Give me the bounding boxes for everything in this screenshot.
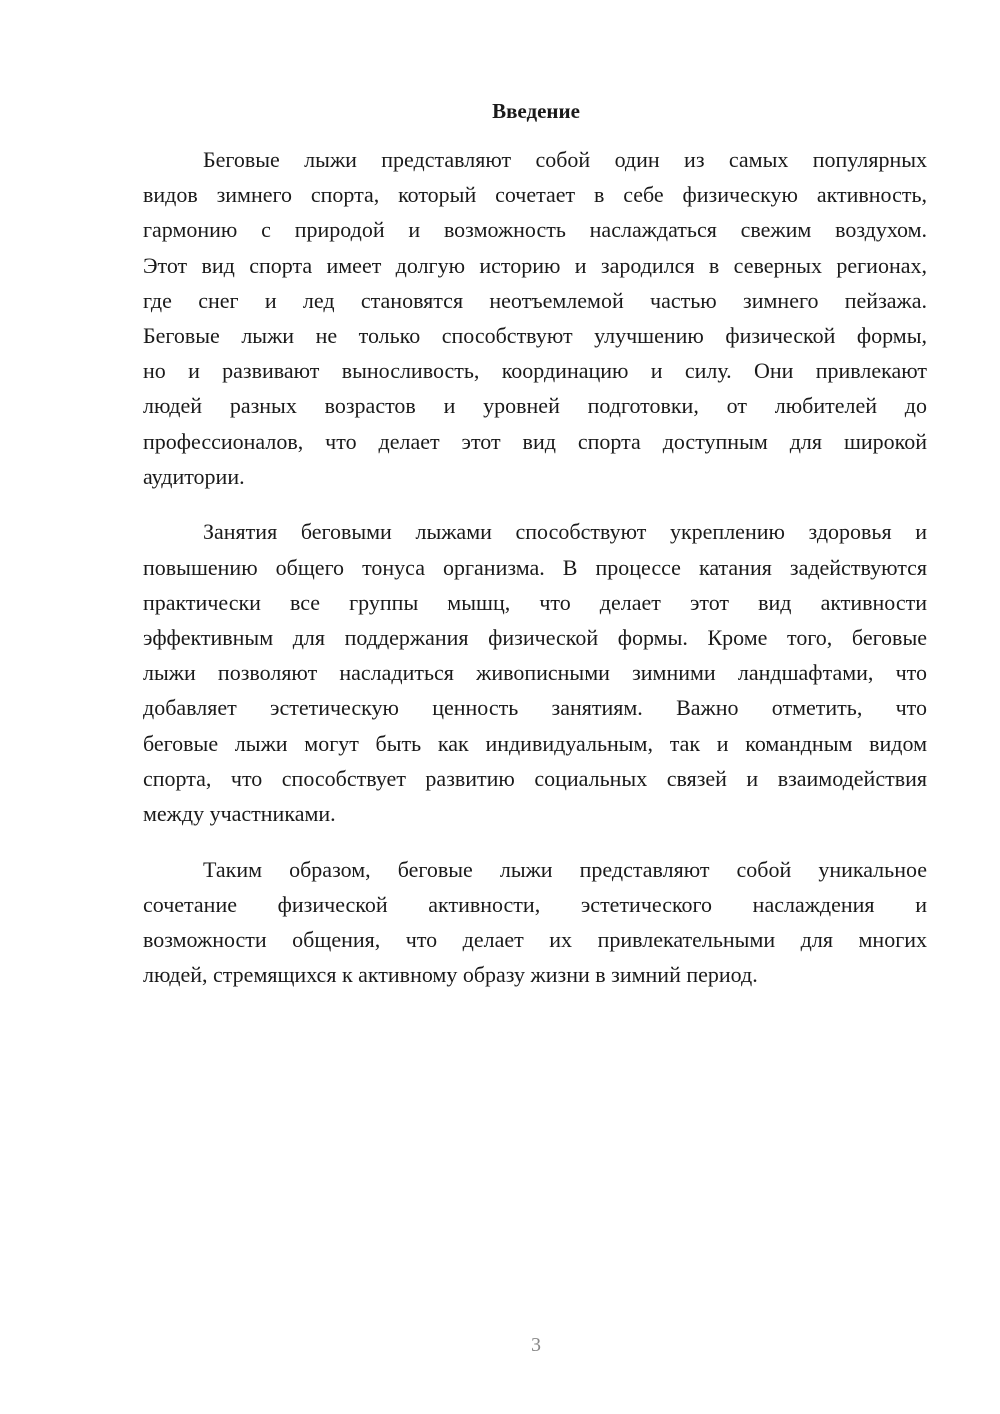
text-line: где снег и лед становятся неотъемлемой частью зимнего пейзажа. [143, 287, 927, 313]
text-line: Этот вид спорта имеет долгую историю и зародился в северных регионах, [143, 252, 927, 278]
paragraph [143, 142, 927, 494]
paragraph [143, 514, 927, 831]
text-line: видов зимнего спорта, который сочетает в себе физическую активность, [143, 182, 927, 208]
text-line: людей разных возрастов и уровней подготовки, от любителей до [143, 393, 927, 419]
text-line: между участниками. [143, 800, 336, 826]
text-line: эффективным для поддержания физической формы. Кроме того, беговые [143, 624, 927, 650]
text-line: лыжи позволяют насладиться живописными зимними ландшафтами, что [143, 660, 927, 686]
page-number: 3 [531, 1334, 541, 1356]
document-body [143, 142, 927, 1013]
text-line: сочетание физической активности, эстетического наслаждения и [143, 891, 927, 917]
text-line: Беговые лыжи не только способствуют улучшению физической формы, [143, 322, 927, 348]
text-line: спорта, что способствует развитию социальных связей и взаимодействия [143, 765, 927, 791]
text-line: аудитории. [143, 463, 245, 489]
text-line: добавляет эстетическую ценность занятиям. Важно отметить, что [143, 695, 927, 721]
text-line: профессионалов, что делает этот вид спорта доступным для широкой [143, 428, 927, 454]
paragraph [143, 852, 927, 993]
text-line: гармонию с природой и возможность наслаждаться свежим воздухом. [143, 217, 927, 243]
text-line: возможности общения, что делает их привлекательными для многих [143, 926, 927, 952]
text-line: но и развивают выносливость, координацию и силу. Они привлекают [143, 358, 927, 384]
text-line: Таким образом, беговые лыжи представляют собой уникальное [203, 856, 927, 882]
section-heading: Введение [492, 99, 580, 123]
text-line: практически все группы мышц, что делает этот вид активности [143, 589, 927, 615]
text-line: людей, стремящихся к активному образу жизни в зимний период. [143, 962, 758, 988]
text-line: беговые лыжи могут быть как индивидуальным, так и командным видом [143, 730, 927, 756]
text-line: Занятия беговыми лыжами способствуют укреплению здоровья и [203, 519, 927, 545]
text-line: повышению общего тонуса организма. В процессе катания задействуются [143, 554, 927, 580]
text-line: Беговые лыжи представляют собой один из самых популярных [203, 147, 927, 172]
